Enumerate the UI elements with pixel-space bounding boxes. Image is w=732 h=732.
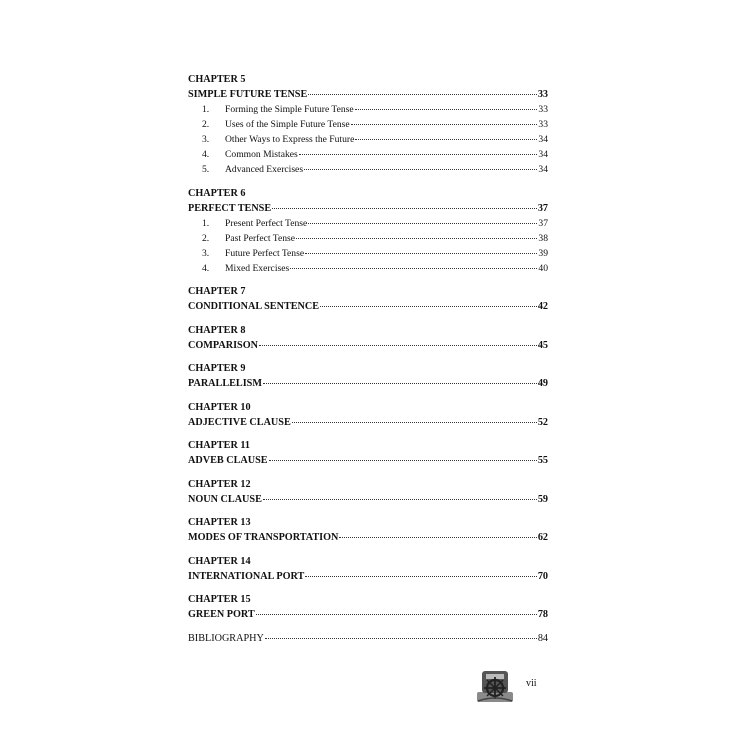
page-ref: 38 bbox=[538, 232, 548, 244]
subsection-row bbox=[188, 216, 548, 231]
subsection-number: 3. bbox=[202, 247, 210, 259]
page-ref: 33 bbox=[538, 104, 548, 115]
chapter-label: CHAPTER 6 bbox=[188, 187, 246, 199]
dot-leader bbox=[355, 139, 537, 140]
dot-leader bbox=[308, 223, 537, 224]
page-ref: 40 bbox=[538, 262, 548, 274]
subsection-title-wrap bbox=[202, 162, 303, 177]
chapter-title-row bbox=[188, 87, 548, 102]
subsection-title-wrap bbox=[202, 231, 295, 246]
chapter-title: COMPARISON bbox=[188, 339, 258, 351]
subsection-row bbox=[188, 162, 548, 177]
chapter-block bbox=[188, 284, 548, 314]
chapter-title: ADJECTIVE CLAUSE bbox=[188, 416, 291, 428]
page-ref: 59 bbox=[537, 493, 548, 505]
subsection-row bbox=[188, 132, 548, 147]
chapter-block bbox=[188, 186, 548, 276]
subsection-row bbox=[188, 117, 548, 132]
dot-leader bbox=[292, 422, 537, 423]
subsection-title: Common Mistakes bbox=[225, 149, 298, 160]
page-ref: 34 bbox=[538, 149, 548, 160]
chapter-label: CHAPTER 14 bbox=[188, 555, 251, 567]
subsection-number: 3. bbox=[202, 134, 210, 145]
dot-leader bbox=[355, 109, 538, 110]
dot-leader bbox=[308, 94, 537, 95]
chapter-label: CHAPTER 9 bbox=[188, 363, 246, 374]
chapter-title: INTERNATIONAL PORT bbox=[188, 570, 305, 582]
page-ref: 62 bbox=[537, 532, 548, 543]
dot-leader bbox=[265, 638, 537, 639]
page-ref: 33 bbox=[538, 119, 548, 130]
subsection-title-wrap bbox=[202, 216, 307, 231]
page-ref: 55 bbox=[537, 455, 548, 466]
chapter-title-row bbox=[188, 530, 548, 545]
subsection-title: Future Perfect Tense bbox=[225, 247, 305, 259]
page-ref: 37 bbox=[538, 217, 548, 229]
subsection-row bbox=[188, 102, 548, 117]
dot-leader bbox=[296, 238, 537, 239]
chapter-block bbox=[188, 323, 548, 353]
ship-wheel-emblem-icon bbox=[474, 668, 516, 704]
dot-leader bbox=[269, 460, 537, 461]
dot-leader bbox=[320, 306, 537, 307]
page-ref: 52 bbox=[537, 416, 548, 428]
subsection-title: Other Ways to Express the Future bbox=[225, 134, 355, 145]
chapter-title-row bbox=[188, 607, 548, 622]
subsection-number: 2. bbox=[202, 119, 210, 130]
chapter-title-row bbox=[188, 376, 548, 391]
page-number: vii bbox=[526, 678, 537, 689]
chapter-title-row bbox=[188, 492, 548, 507]
subsection-number: 1. bbox=[202, 217, 210, 229]
page-ref: 45 bbox=[537, 339, 548, 351]
dot-leader bbox=[259, 345, 537, 346]
dot-leader bbox=[290, 268, 537, 269]
chapter-title: NOUN CLAUSE bbox=[188, 493, 262, 505]
dot-leader bbox=[305, 576, 536, 577]
subsection-title: Forming the Simple Future Tense bbox=[225, 104, 354, 115]
bibliography-row bbox=[188, 631, 548, 646]
dot-leader bbox=[304, 169, 537, 170]
table-of-contents bbox=[188, 72, 548, 646]
chapter-block bbox=[188, 515, 548, 545]
chapter-label: CHAPTER 11 bbox=[188, 440, 250, 451]
page-ref: 84 bbox=[537, 632, 548, 644]
subsection-title-wrap bbox=[202, 102, 354, 117]
chapter-label: CHAPTER 8 bbox=[188, 324, 246, 336]
chapter-title: MODES OF TRANSPORTATION bbox=[188, 532, 339, 543]
chapter-title: PARALLELISM bbox=[188, 378, 262, 389]
chapter-block bbox=[188, 554, 548, 584]
dot-leader bbox=[339, 537, 536, 538]
chapter-title: ADVEB CLAUSE bbox=[188, 455, 268, 466]
chapter-title-row bbox=[188, 201, 548, 216]
dot-leader bbox=[263, 383, 537, 384]
subsection-number: 4. bbox=[202, 149, 210, 160]
subsection-number: 2. bbox=[202, 232, 210, 244]
chapter-label: CHAPTER 10 bbox=[188, 401, 251, 413]
page-ref: 42 bbox=[537, 301, 548, 312]
chapter-title: GREEN PORT bbox=[188, 609, 255, 620]
page-ref: 39 bbox=[538, 247, 548, 259]
chapter-block bbox=[188, 400, 548, 430]
chapter-label: CHAPTER 5 bbox=[188, 74, 246, 85]
page-ref: 34 bbox=[538, 134, 548, 145]
chapter-title-row bbox=[188, 569, 548, 584]
dot-leader bbox=[263, 499, 537, 500]
chapter-block bbox=[188, 477, 548, 507]
dot-leader bbox=[351, 124, 538, 125]
subsection-row bbox=[188, 147, 548, 162]
dot-leader bbox=[272, 208, 537, 209]
chapter-label: CHAPTER 7 bbox=[188, 286, 246, 297]
subsection-title: Past Perfect Tense bbox=[225, 232, 296, 244]
subsection-row bbox=[188, 261, 548, 276]
subsection-title-wrap bbox=[202, 117, 350, 132]
subsection-title: Advanced Exercises bbox=[225, 164, 304, 175]
chapter-block bbox=[188, 438, 548, 468]
subsection-title-wrap bbox=[202, 261, 289, 276]
page-ref: 78 bbox=[537, 609, 548, 620]
chapter-title-row bbox=[188, 453, 548, 468]
chapter-label: CHAPTER 12 bbox=[188, 478, 251, 490]
subsection-title: Mixed Exercises bbox=[225, 262, 290, 274]
chapter-block bbox=[188, 72, 548, 177]
dot-leader bbox=[299, 154, 538, 155]
subsection-number: 5. bbox=[202, 164, 210, 175]
chapter-block bbox=[188, 592, 548, 622]
chapter-title: SIMPLE FUTURE TENSE bbox=[188, 89, 308, 100]
chapter-label: CHAPTER 15 bbox=[188, 594, 251, 605]
dot-leader bbox=[305, 253, 537, 254]
subsection-title-wrap bbox=[202, 246, 304, 261]
bibliography-title: BIBLIOGRAPHY bbox=[188, 632, 264, 644]
chapter-title: CONDITIONAL SENTENCE bbox=[188, 301, 320, 312]
subsection-title-wrap bbox=[202, 147, 298, 162]
chapter-title-row bbox=[188, 338, 548, 353]
page-ref: 34 bbox=[538, 164, 548, 175]
page-ref: 49 bbox=[537, 378, 548, 389]
subsection-number: 4. bbox=[202, 262, 210, 274]
dot-leader bbox=[256, 614, 537, 615]
subsection-row bbox=[188, 246, 548, 261]
chapter-title-row bbox=[188, 415, 548, 430]
page-ref: 70 bbox=[537, 570, 548, 582]
chapter-label: CHAPTER 13 bbox=[188, 517, 251, 528]
chapter-title-row bbox=[188, 299, 548, 314]
chapter-block bbox=[188, 361, 548, 391]
subsection-title: Present Perfect Tense bbox=[225, 217, 308, 229]
page-ref: 37 bbox=[537, 202, 548, 214]
subsection-number: 1. bbox=[202, 104, 210, 115]
page-ref: 33 bbox=[537, 89, 548, 100]
subsection-row bbox=[188, 231, 548, 246]
subsection-title: Uses of the Simple Future Tense bbox=[225, 119, 350, 130]
chapter-title: PERFECT TENSE bbox=[188, 202, 272, 214]
subsection-title-wrap bbox=[202, 132, 354, 147]
